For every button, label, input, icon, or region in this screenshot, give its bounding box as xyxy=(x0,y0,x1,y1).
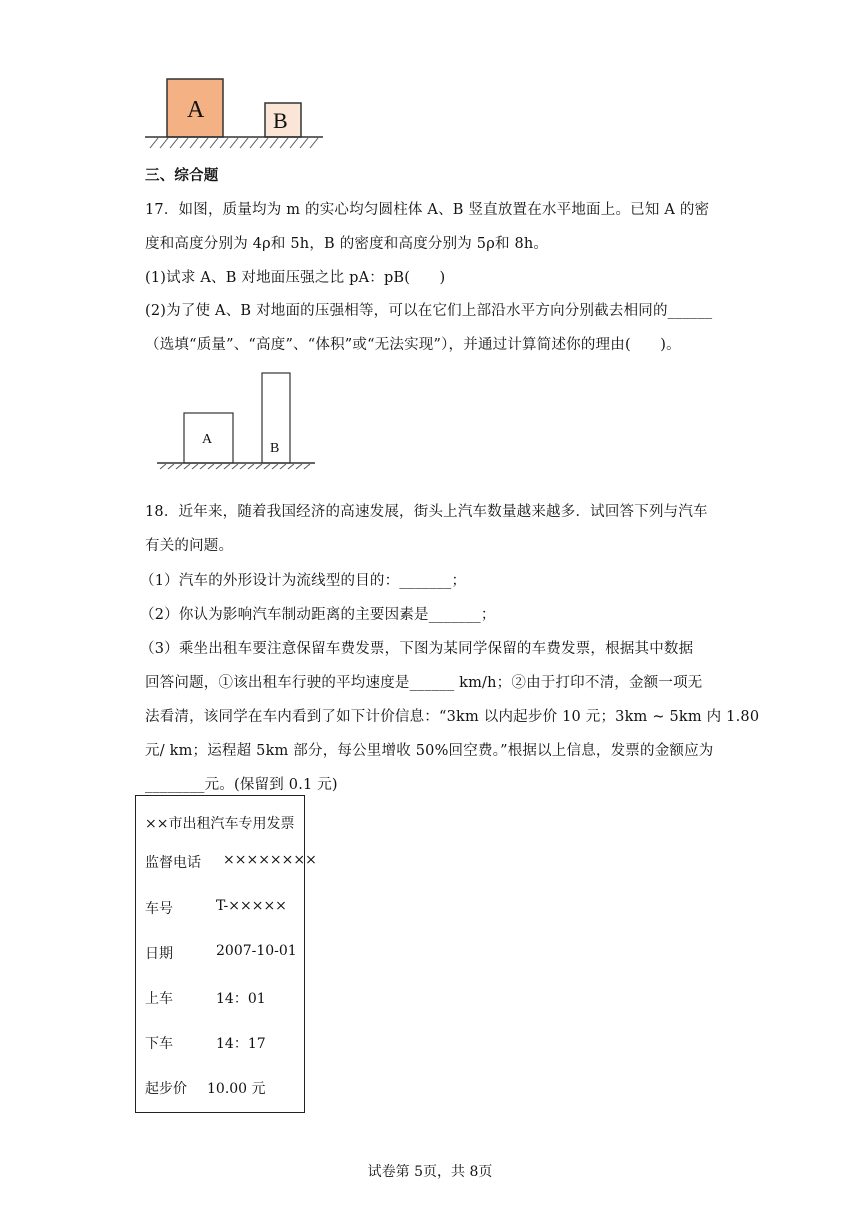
figure-blocks-ab-q17 xyxy=(152,370,322,470)
invoice-label-date: 日期 xyxy=(145,946,173,962)
figure-top-label-b: B xyxy=(273,108,288,133)
q18-line-6: 回答问题，①该出租车行驶的平均速度是______ km/h；②由于打印不清，金额一项无 xyxy=(145,675,703,691)
taxi-invoice xyxy=(135,795,317,1113)
figure-blocks-ab-top xyxy=(140,72,330,154)
invoice-label-alighting: 下车 xyxy=(145,1036,173,1052)
invoice-value-date: 2007-10-01 xyxy=(216,943,297,959)
q18-line-7: 法看清，该同学在车内看到了如下计价信息：“3km 以内起步价 10 元；3km ~ 5km 内 1.80 xyxy=(145,709,760,725)
invoice-label-phone: 监督电话 xyxy=(145,855,201,871)
q17-line-1: 17．如图，质量均为 m 的实心均匀圆柱体 A、B 竖直放置在水平地面上。已知 A 的密 xyxy=(145,202,710,218)
ground-hatching xyxy=(150,138,318,148)
invoice-label-base-fare: 起步价 xyxy=(145,1081,187,1097)
section-title: 三、综合题 xyxy=(145,167,219,184)
q18-line-3: （1）汽车的外形设计为流线型的目的：_______； xyxy=(140,573,467,589)
invoice-value-phone: ×××××××× xyxy=(223,852,317,868)
invoice-label-boarding: 上车 xyxy=(145,991,173,1007)
invoice-value-alighting: 14：17 xyxy=(216,1036,266,1052)
q18-line-1: 18．近年来，随着我国经济的高速发展，街头上汽车数量越来越多．试回答下列与汽车 xyxy=(145,504,708,520)
q18-line-5: （3）乘坐出租车要注意保留车费发票，下图为某同学保留的车费发票，根据其中数据 xyxy=(140,641,694,657)
q17-line-3: (1)试求 A、B 对地面压强之比 pA：pB( ) xyxy=(145,270,446,286)
q17-line-5: （选填“质量”、“高度”、“体积”或“无法实现”），并通过计算简述你的理由( )。 xyxy=(145,337,681,353)
figure-q17-label-a: A xyxy=(202,432,213,447)
page-footer: 试卷第 5页，共 8页 xyxy=(367,1164,493,1180)
q17-line-2: 度和高度分别为 4ρ和 5h，B 的密度和高度分别为 5ρ和 8h。 xyxy=(145,236,549,252)
invoice-value-boarding: 14：01 xyxy=(216,991,266,1007)
q18-line-8: 元/ km；运程超 5km 部分，每公里增收 50%回空费。”根据以上信息，发票的金额应为 xyxy=(145,743,714,759)
invoice-value-car-number: T-××××× xyxy=(216,898,287,914)
invoice-title: ××市出租汽车专用发票 xyxy=(145,816,295,832)
q18-line-9: ________元。(保留到 0.1 元) xyxy=(145,777,338,793)
q17-line-4: (2)为了使 A、B 对地面的压强相等，可以在它们上部沿水平方向分别截去相同的______ xyxy=(145,303,713,319)
ground-hatching xyxy=(160,464,310,469)
figure-q17-label-b: B xyxy=(270,441,280,456)
invoice-label-car-number: 车号 xyxy=(145,901,173,917)
q18-line-4: （2）你认为影响汽车制动距离的主要因素是_______； xyxy=(140,607,496,623)
invoice-value-base-fare: 10.00 元 xyxy=(207,1081,266,1097)
figure-top-label-a: A xyxy=(187,97,205,123)
q18-line-2: 有关的问题。 xyxy=(145,538,234,554)
